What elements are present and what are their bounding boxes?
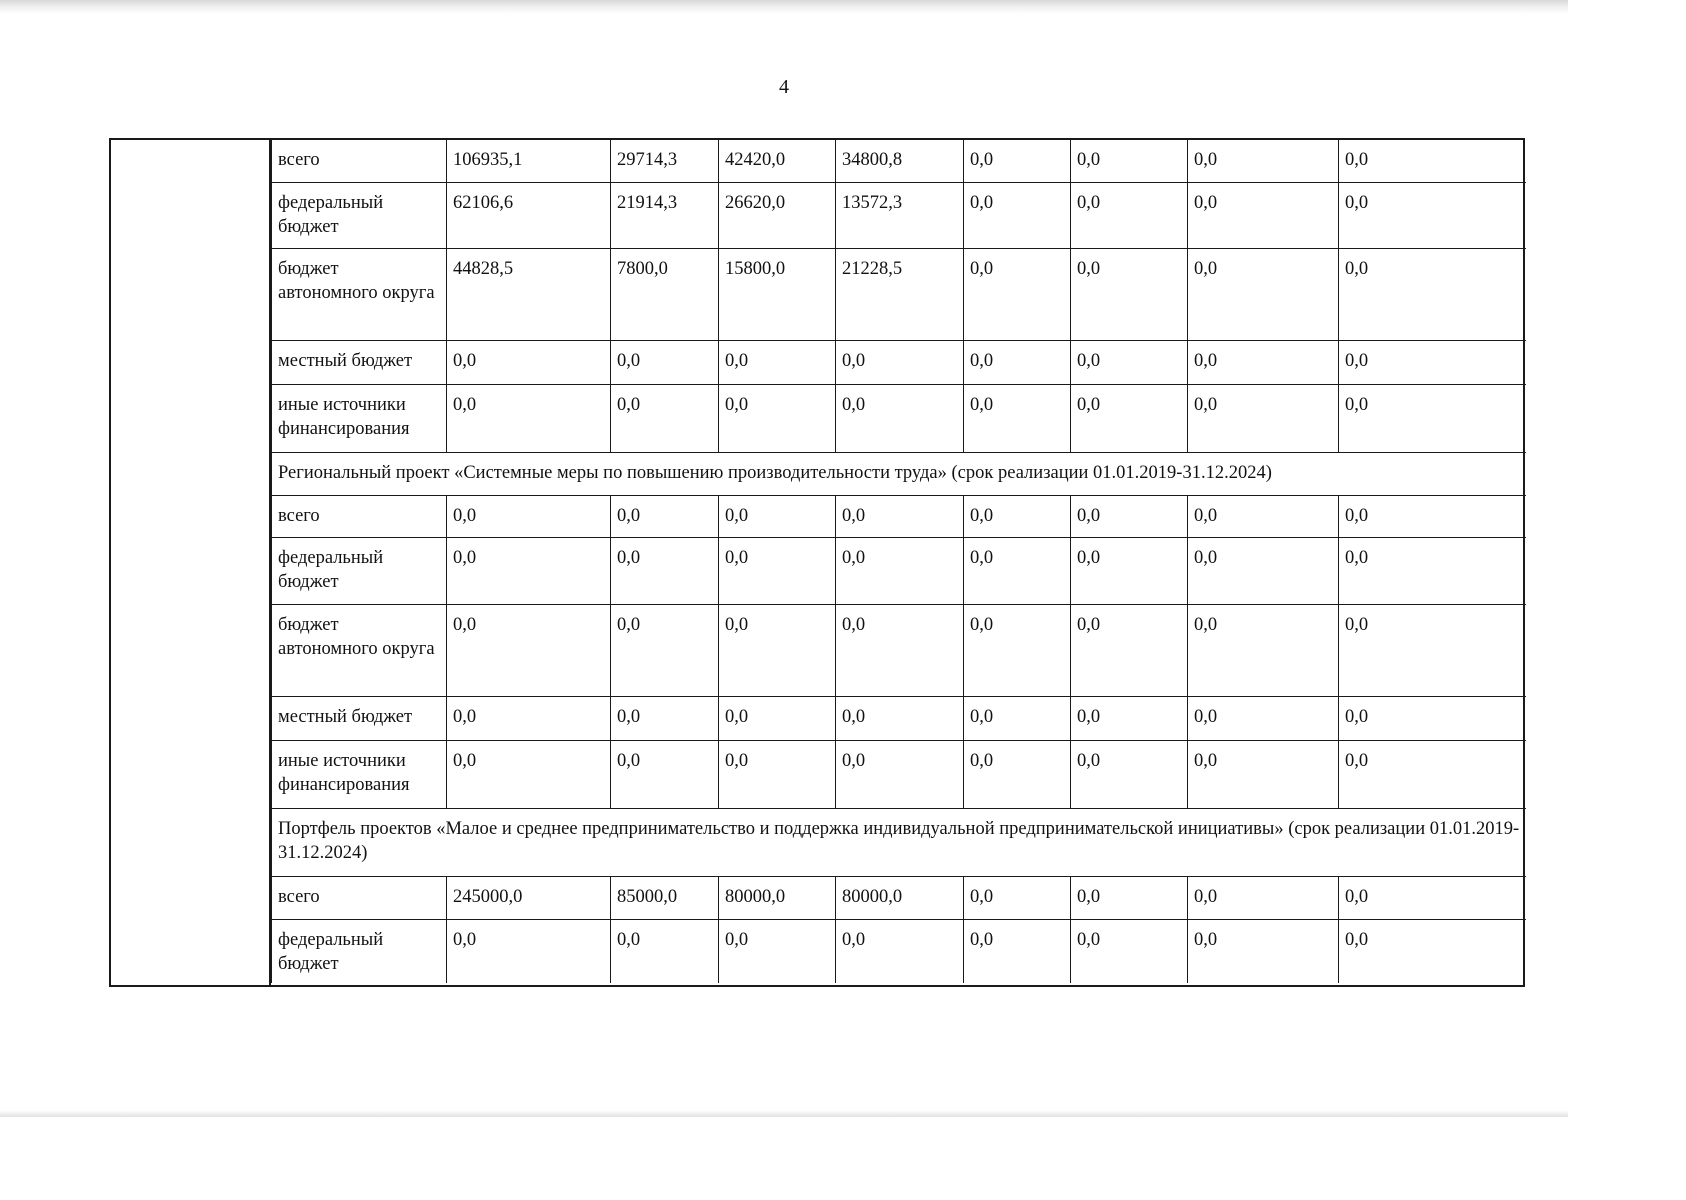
amount-cell: 0,0 xyxy=(1071,740,1188,808)
amount-cell: 0,0 xyxy=(1071,876,1188,919)
amount-cell: 0,0 xyxy=(836,340,964,384)
section-title: Портфель проектов «Малое и среднее предпринимательство и поддержка индивидуальной предпринимательской инициативы» (срок реализации 01.01.2019-31.12.2024) xyxy=(272,808,1526,876)
page-number: 4 xyxy=(779,76,789,98)
amount-cell: 0,0 xyxy=(611,604,719,696)
amount-cell: 62106,6 xyxy=(447,182,611,248)
amount-cell: 0,0 xyxy=(1071,384,1188,452)
amount-cell: 0,0 xyxy=(447,340,611,384)
amount-cell: 85000,0 xyxy=(611,876,719,919)
amount-cell: 0,0 xyxy=(1339,740,1526,808)
amount-cell: 0,0 xyxy=(719,340,836,384)
amount-cell: 0,0 xyxy=(964,919,1071,983)
table-row xyxy=(272,537,1526,604)
amount-cell: 0,0 xyxy=(964,495,1071,537)
funding-source-label: федеральный бюджет xyxy=(272,919,447,983)
amount-cell: 0,0 xyxy=(1188,384,1339,452)
amount-cell: 0,0 xyxy=(611,537,719,604)
amount-cell: 0,0 xyxy=(611,384,719,452)
amount-cell: 0,0 xyxy=(1339,604,1526,696)
amount-cell: 0,0 xyxy=(719,537,836,604)
amount-cell: 0,0 xyxy=(836,604,964,696)
amount-cell: 0,0 xyxy=(1071,604,1188,696)
amount-cell: 0,0 xyxy=(1071,248,1188,340)
amount-cell: 0,0 xyxy=(836,384,964,452)
amount-cell: 15800,0 xyxy=(719,248,836,340)
amount-cell: 0,0 xyxy=(1339,248,1526,340)
amount-cell: 0,0 xyxy=(611,340,719,384)
amount-cell: 0,0 xyxy=(1188,248,1339,340)
funding-source-label: всего xyxy=(272,876,447,919)
funding-source-label: местный бюджет xyxy=(272,340,447,384)
amount-cell: 0,0 xyxy=(836,495,964,537)
amount-cell: 0,0 xyxy=(1188,340,1339,384)
amount-cell: 0,0 xyxy=(1071,340,1188,384)
funding-source-label: иные источники финансирования xyxy=(272,384,447,452)
amount-cell: 0,0 xyxy=(1071,537,1188,604)
blank-left-column xyxy=(111,140,271,985)
amount-cell: 21228,5 xyxy=(836,248,964,340)
section-title: Региональный проект «Системные меры по повышению производительности труда» (срок реализации 01.01.2019-31.12.2024) xyxy=(272,452,1526,495)
amount-cell: 0,0 xyxy=(1339,696,1526,740)
amount-cell: 29714,3 xyxy=(611,140,719,182)
amount-cell: 0,0 xyxy=(964,604,1071,696)
funding-source-label: федеральный бюджет xyxy=(272,182,447,248)
funding-source-label: всего xyxy=(272,495,447,537)
funding-source-label: бюджет автономного округа xyxy=(272,248,447,340)
amount-cell: 106935,1 xyxy=(447,140,611,182)
amount-cell: 0,0 xyxy=(719,495,836,537)
table-row xyxy=(272,248,1526,340)
financing-table xyxy=(271,140,1526,983)
table-row xyxy=(272,340,1526,384)
amount-cell: 0,0 xyxy=(719,740,836,808)
amount-cell: 0,0 xyxy=(1188,919,1339,983)
amount-cell: 34800,8 xyxy=(836,140,964,182)
table-row xyxy=(272,696,1526,740)
amount-cell: 0,0 xyxy=(964,384,1071,452)
amount-cell: 0,0 xyxy=(719,919,836,983)
amount-cell: 0,0 xyxy=(1071,919,1188,983)
amount-cell: 0,0 xyxy=(447,604,611,696)
amount-cell: 7800,0 xyxy=(611,248,719,340)
amount-cell: 0,0 xyxy=(1188,495,1339,537)
amount-cell: 44828,5 xyxy=(447,248,611,340)
scan-edge-top xyxy=(0,0,1568,14)
table-row xyxy=(272,876,1526,919)
amount-cell: 0,0 xyxy=(1339,340,1526,384)
amount-cell: 0,0 xyxy=(1071,140,1188,182)
amount-cell: 0,0 xyxy=(1339,495,1526,537)
table-row xyxy=(272,919,1526,983)
table-row xyxy=(272,495,1526,537)
amount-cell: 0,0 xyxy=(719,604,836,696)
amount-cell: 0,0 xyxy=(1071,495,1188,537)
amount-cell: 0,0 xyxy=(836,696,964,740)
amount-cell: 0,0 xyxy=(964,537,1071,604)
amount-cell: 0,0 xyxy=(611,919,719,983)
funding-source-label: иные источники финансирования xyxy=(272,740,447,808)
table-row xyxy=(272,604,1526,696)
amount-cell: 0,0 xyxy=(1188,876,1339,919)
amount-cell: 26620,0 xyxy=(719,182,836,248)
amount-cell: 0,0 xyxy=(836,537,964,604)
amount-cell: 13572,3 xyxy=(836,182,964,248)
amount-cell: 0,0 xyxy=(1188,696,1339,740)
amount-cell: 0,0 xyxy=(719,384,836,452)
table-row xyxy=(272,740,1526,808)
amount-cell: 0,0 xyxy=(719,696,836,740)
amount-cell: 0,0 xyxy=(1071,182,1188,248)
amount-cell: 0,0 xyxy=(964,140,1071,182)
amount-cell: 0,0 xyxy=(836,740,964,808)
amount-cell: 42420,0 xyxy=(719,140,836,182)
funding-source-label: федеральный бюджет xyxy=(272,537,447,604)
table-row xyxy=(272,182,1526,248)
amount-cell: 80000,0 xyxy=(836,876,964,919)
section-title-row xyxy=(272,452,1526,495)
amount-cell: 0,0 xyxy=(1339,384,1526,452)
amount-cell: 0,0 xyxy=(1339,182,1526,248)
amount-cell: 0,0 xyxy=(447,495,611,537)
amount-cell: 0,0 xyxy=(447,537,611,604)
amount-cell: 0,0 xyxy=(964,182,1071,248)
amount-cell: 0,0 xyxy=(836,919,964,983)
amount-cell: 0,0 xyxy=(1188,604,1339,696)
amount-cell: 80000,0 xyxy=(719,876,836,919)
funding-source-label: всего xyxy=(272,140,447,182)
financing-table-body xyxy=(272,140,1526,983)
amount-cell: 0,0 xyxy=(964,696,1071,740)
section-title-row xyxy=(272,808,1526,876)
funding-source-label: местный бюджет xyxy=(272,696,447,740)
table-row xyxy=(272,384,1526,452)
amount-cell: 245000,0 xyxy=(447,876,611,919)
amount-cell: 0,0 xyxy=(1339,537,1526,604)
financing-table-frame xyxy=(109,138,1525,987)
amount-cell: 0,0 xyxy=(611,495,719,537)
amount-cell: 0,0 xyxy=(1339,140,1526,182)
amount-cell: 21914,3 xyxy=(611,182,719,248)
amount-cell: 0,0 xyxy=(964,340,1071,384)
scan-edge-bottom xyxy=(0,1110,1568,1117)
amount-cell: 0,0 xyxy=(964,740,1071,808)
amount-cell: 0,0 xyxy=(1188,537,1339,604)
amount-cell: 0,0 xyxy=(964,248,1071,340)
amount-cell: 0,0 xyxy=(964,876,1071,919)
amount-cell: 0,0 xyxy=(1339,876,1526,919)
amount-cell: 0,0 xyxy=(447,696,611,740)
amount-cell: 0,0 xyxy=(611,696,719,740)
amount-cell: 0,0 xyxy=(611,740,719,808)
amount-cell: 0,0 xyxy=(1071,696,1188,740)
funding-source-label: бюджет автономного округа xyxy=(272,604,447,696)
amount-cell: 0,0 xyxy=(1339,919,1526,983)
amount-cell: 0,0 xyxy=(1188,140,1339,182)
amount-cell: 0,0 xyxy=(1188,740,1339,808)
amount-cell: 0,0 xyxy=(447,919,611,983)
amount-cell: 0,0 xyxy=(1188,182,1339,248)
amount-cell: 0,0 xyxy=(447,384,611,452)
table-row xyxy=(272,140,1526,182)
amount-cell: 0,0 xyxy=(447,740,611,808)
